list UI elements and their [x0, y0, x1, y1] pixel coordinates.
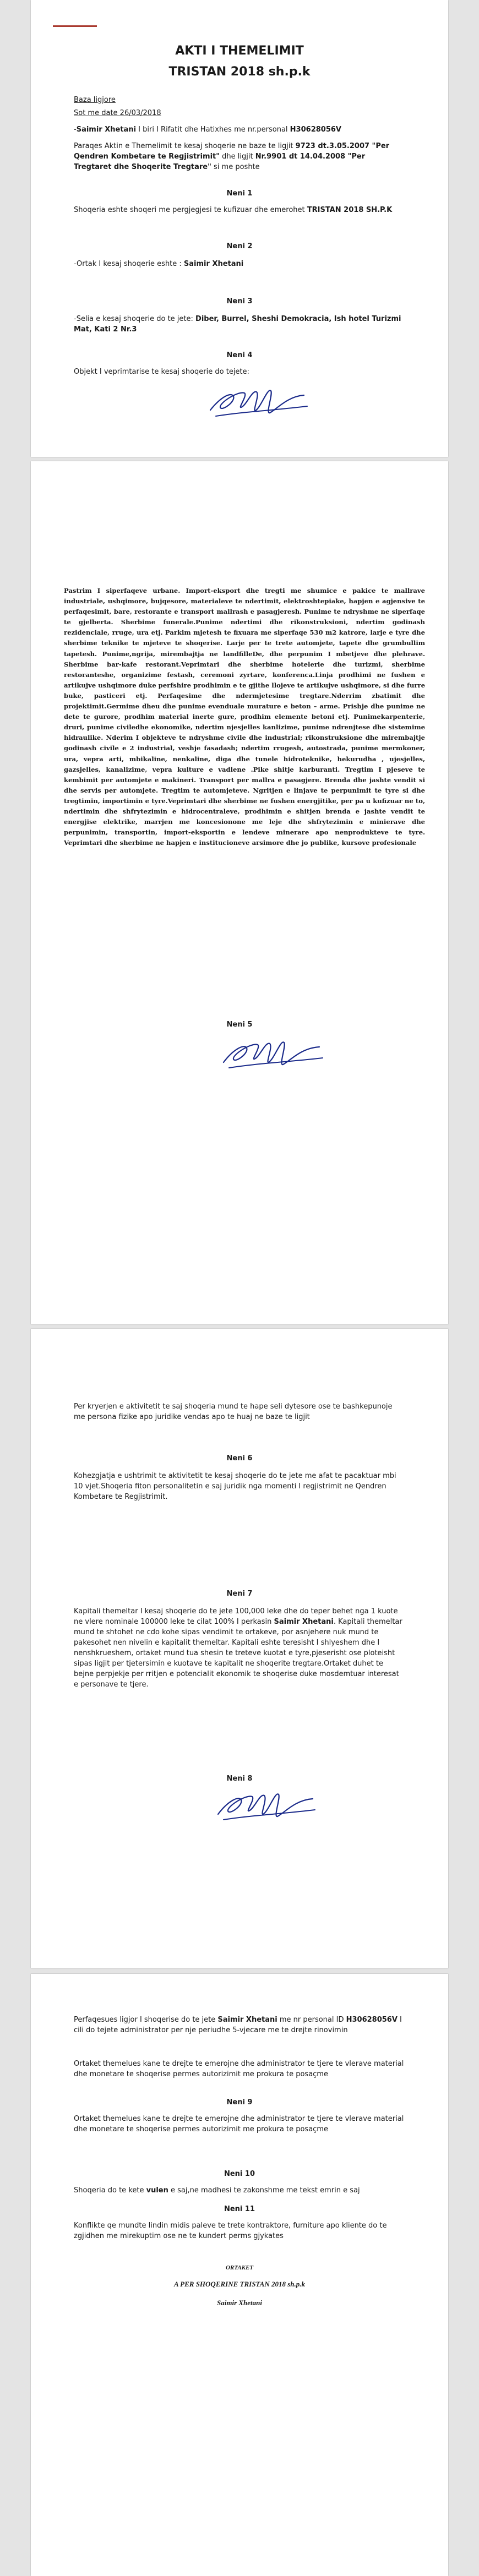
date-line: Sot me date 26/03/2018: [74, 109, 161, 117]
signature-icon: [214, 1030, 329, 1076]
company-name: TRISTAN 2018 SH.P.K: [307, 206, 393, 214]
document-page-2: [31, 461, 448, 1324]
founder-name: Saimir Xhetani: [76, 125, 137, 134]
article-9-text: Ortaket themelues kane te drejte te emerojne dhe administrator te tjere te vlerave material dhe monetare te shoqerise permes autorizimit me prokura te posaçme: [74, 2115, 404, 2133]
article-5-text: Per kryerjen e aktivitetit te saj shoqeria mund te hape seli dytesore ose te bashkepunoje me persona fizike apo juridike vendas apo te huaj ne baze te ligjit: [74, 1402, 393, 1421]
article-3-body: -Selia e kesaj shoqerie do te jete:: [74, 315, 196, 323]
legal-basis-text-2: dhe ligjit: [220, 152, 255, 161]
company-title: TRISTAN 2018 sh.p.k: [168, 65, 311, 79]
legal-basis-label: Baza ligjore: [74, 96, 116, 104]
article-10-heading: Neni 10: [224, 2170, 255, 2178]
law-reference-1: 9723 dt.3.05.2007 "Per Qendren Kombetare te Regjistrimit": [74, 142, 390, 161]
article-10-body-2: e saj,ne madhesi te zakonshme me tekst emrin e saj: [168, 2186, 360, 2195]
article-8-body-2: me nr personal ID: [277, 2016, 346, 2024]
article-3-heading: Neni 3: [226, 297, 253, 305]
article-8-text-2: Ortaket themelues kane te drejte te emerojne dhe administrator te tjere te vlerave material dhe monetare te shoqerise permes autorizimit me prokura te posaçme: [74, 2060, 404, 2078]
article-8-body-3: I cili do tejete administrator per nje periudhe 5-vjecare me te drejte rinovimin: [74, 2016, 402, 2034]
article-3-text: [74, 314, 404, 335]
legal-basis-text-1: Paraqes Aktin e Themelimit te kesaj shoqerie ne baze te ligjit: [74, 142, 296, 150]
signature-icon: [199, 380, 315, 425]
partners-label: ORTAKET: [225, 2264, 254, 2271]
document-page-3: [31, 1329, 448, 1968]
article-1-text: [74, 205, 404, 215]
article-10-text: [74, 2185, 404, 2196]
article-6-heading: Neni 6: [226, 1454, 253, 1462]
document-title: AKTI I THEMELIMIT: [175, 44, 304, 58]
founder-line: -Saimir Xhetani I biri I Rifatit dhe Hatixhes me nr.personal H30628056V: [74, 125, 341, 134]
article-1-body: Shoqeria eshte shoqeri me pergjegjesi te kufizuar dhe emerohet: [74, 206, 307, 214]
article-11-text: Konfliktе qe mundte lindin midis paleve te trete kontraktore, furniture apo kliente do te zgjidhen me mirekuptim ose ne te kundert perms gjykates: [74, 2222, 387, 2240]
representative-name: Saimir Xhetani: [217, 2016, 277, 2024]
business-activities-text: Pastrim I siperfaqeve urbane. Import-eksport dhe tregti me shumice e pakice te mallrave industriale, ushqimore, bujqesore, materialeve te ndertimit, elektroshtepiake, hapjen e agjensive te perfaqesimit, bare, restorante e transport mallrash e pasagjeresh. Punime te ndryshme ne siperfaqe te gjelberta. Sherbime funerale.Punime ndertimi dhe rikonstruksioni, ndertim godinash rezidenciale, rruge, ura etj. Parkim mjetesh te fixuara me siperfaqe 530 m2 katrore, larje e tyre dhe sherbime teknike te mjeteve te shoqerise. Larje per te trete automjete, tapete dhe grumbullim tapetesh. Punime,ngrija, mirembajtja ne landfilleDe, dhe perpunim I mbetjeve dhe plehrave. Sherbime bar-kafe restorant.Veprimtari dhe sherbime hotelerie dhe turizmi, sherbime restoranteshe, organizime festash, ceremoni zyrtare, konferenca.Linja prodhimi ne fushen e artikujve ushqimore duke perfshire prodhimin e te gjithe llojeve te artikujve ushqimore, si dhe furre buke, pasticeri etj. Perfaqesime dhe ndermjetesime tregtare.Nderrim zbatimit dhe projektimit.Germime dheu dhe punime evenduale murature e beton – arme. Prishje dhe punime ne dete te gurore, prodhim material inerte gure, prodhim elemente betoni etj. Punimekarpenterie, druri, punime civiledhe ekonomike, ndertim njesjelles kanlizime, punime ndrenjtese dhe sistemime hidraulike. Nderim I objekteve te ndryshme civile dhe industrial; rikonstruksione dhe mirembajtje godinash civile e 2 industrial, veshje fasadash; ndertim rrugesh, autostrada, punime mermkoner, ura, vepra arti, mbikaline, nenkaline, diga dhe tunele hidroteknike, hekurudha , ujesjelles, gazsjelles, kanalizime, vepra kulture e vadlene .Pike shitje karburanti. Tregtim I pjeseve te kembimit per automjete e makineri. Transport per mallra e pasagjere. Brenda dhe jashte vendit si dhe servis per automjete. Tregtim te automjeteve. Ngritjen e linjave te perpunimit te tyre si dhe tregtimin, importimin e tyre.Veprimtari dhe sherbime ne fushen energjitike, per pa u kufizuar ne to, ndertimin dhe shfrytezimin e hidrocentraleve, prodhimin e shitjen brenda e jashte vendit te energjise elektrike, marrjen me koncesionone me leje dhe shfrytezimin e minierave dhe perpunimin, transportin, import-eksportin e lendeve minerare apo nenprodukteve te tyre. Veprimtari dhe sherbime ne hapjen e institucioneve arsimore dhe jo publike, kursove profesionale: [64, 587, 425, 847]
article-4-text: Objekt I veprimtarise te kesaj shoqerie do tejete:: [74, 368, 249, 376]
article-10-body-1: Shoqeria do te kete: [74, 2186, 146, 2195]
founder-id: H30628056V: [290, 125, 341, 134]
signature-icon: [206, 1783, 322, 1829]
for-company-line: A PER SHOQERINE TRISTAN 2018 sh.p.k: [173, 2280, 306, 2288]
founder-details: I biri I Rifatit dhe Hatixhes me nr.personal: [136, 125, 290, 134]
legal-basis-text-3: si me poshte: [211, 163, 260, 171]
article-2-body: -Ortak I kesaj shoqerie eshte :: [74, 260, 184, 268]
signer-name: Saimir Xhetani: [217, 2299, 262, 2307]
company-address: Diber, Burrel, Sheshi Demokracia, Ish hotel Turizmi Mat, Kati 2 Nr.3: [74, 315, 401, 334]
document-page-4: [31, 1974, 448, 2576]
article-7-body-1: Kapitali themeltar I kesaj shoqerie do te jete 100,000 leke dhe do teper behet nga 1 kuote ne vlere nominale 100000 leke te cilat 100% I perkasin: [74, 1607, 398, 1626]
red-corner-mark: [53, 25, 97, 27]
partner-name: Saimir Xhetani: [183, 260, 244, 268]
article-6-text: Kohezgjatja e ushtrimit te aktivitetit te kesaj shoqerie do te jete me afat te pacaktuar mbi 10 vjet.Shoqeria fiton personalitetin e saj juridik nga momenti I regjistrimit ne Qendren Kombetare te Regjistrimit.: [74, 1472, 396, 1501]
article-1-heading: Neni 1: [226, 189, 253, 198]
article-5-heading: Neni 5: [226, 1020, 253, 1029]
article-8-heading: Neni 8: [226, 1775, 253, 1783]
article-7-heading: Neni 7: [226, 1590, 253, 1598]
document-page-1: [31, 0, 448, 457]
article-4-heading: Neni 4: [226, 351, 253, 359]
article-8-body-1: Perfaqesues ligjor I shoqerise do te jete: [74, 2016, 218, 2024]
article-2-heading: Neni 2: [226, 242, 253, 250]
article-8-text: [74, 2015, 404, 2035]
seal-word: vulen: [146, 2186, 168, 2195]
law-reference-2: Nr.9901 dt 14.04.2008 "Per Tregtaret dhe Shoqerite Tregtare": [74, 152, 366, 171]
article-9-heading: Neni 9: [226, 2098, 253, 2106]
article-7-body-2: . Kapitali themeltar mund te shtohet ne cdo kohe sipas vendimit te ortakeve, por asnjehere nuk mund te pakesohet nen nivelin e kapitalit themeltar. Kapitali eshte teresisht I shlyeshem dhe I nenshkrueshem, ortaket mund tua shesin te treteve kuotat e tyre,pjeserisht ose ploteisht sipas ligjit per tjetersimin e kuotave te kapitalit ne shoqerite tregtare.Ortaket duhet te bejne perpjekje per rritjen e potencialit ekonomik te shoqerise duke mosdemtuar interesat e personave te tjere.: [74, 1618, 402, 1689]
article-2-text: [74, 259, 404, 269]
capital-owner-name: Saimir Xhetani: [274, 1618, 334, 1626]
legal-basis-paragraph: [74, 141, 404, 172]
representative-id: H30628056V: [346, 2016, 398, 2024]
article-11-heading: Neni 11: [224, 2205, 255, 2213]
article-7-text: [74, 1606, 404, 1690]
